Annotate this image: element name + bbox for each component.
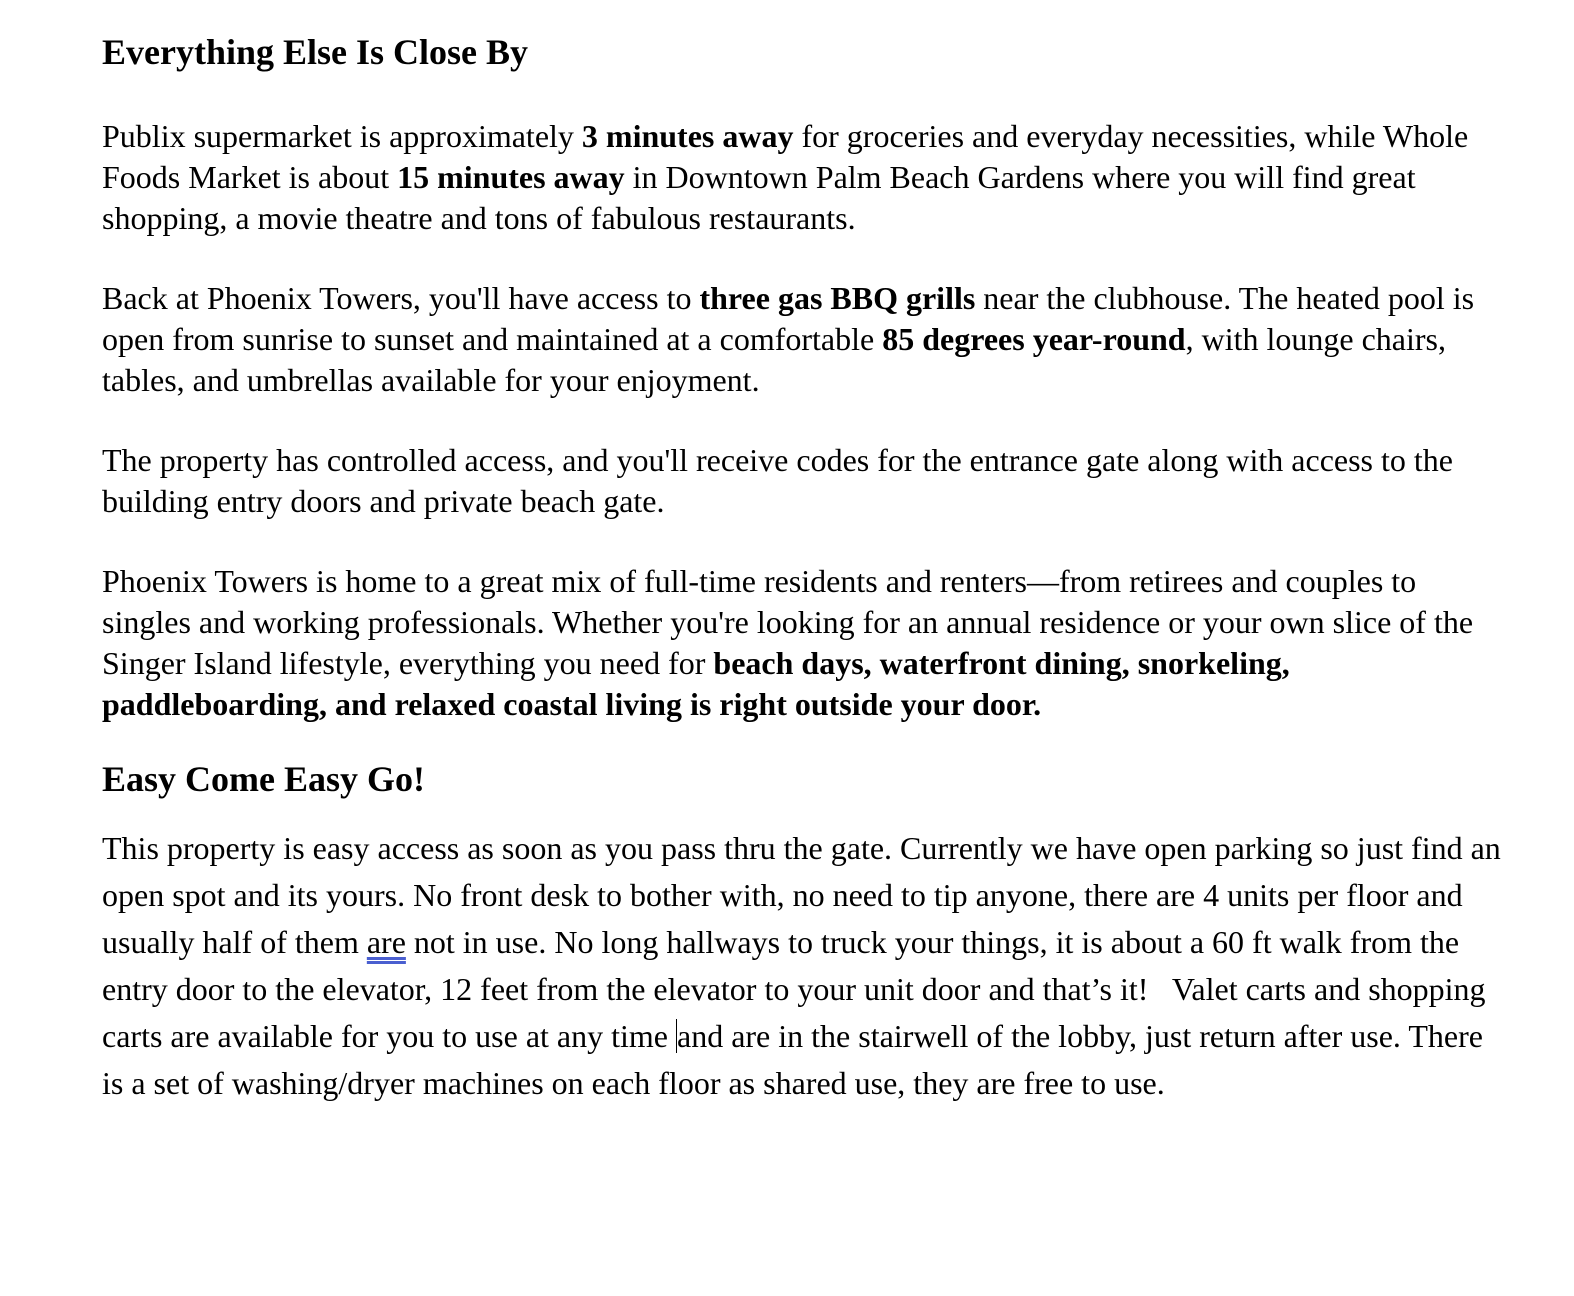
text-run: The property has controlled access, and you'll receive codes for the entrance gate along with access to the building entry doors and private beach gate. [102, 442, 1453, 519]
text-run: Publix supermarket is approximately [102, 118, 582, 154]
paragraph-community [102, 561, 1502, 725]
text-run: , with lounge chairs, tables, and umbrellas available for your enjoyment. [102, 321, 1446, 398]
bold-run: 15 minutes away [397, 159, 625, 195]
text-run: near the clubhouse. The heated pool is open from sunrise to sunset and maintained at a comfortable [102, 280, 1475, 357]
bold-run: 85 degrees year-round [882, 321, 1186, 357]
document-body[interactable] [102, 28, 1502, 1107]
paragraph-shopping [102, 116, 1502, 239]
paragraph-easy-access [102, 825, 1502, 1107]
text-run: not in use. No long hallways to truck your things, it is about a 60 ft walk from the entry door to the elevator, 12 feet from the elevator to your unit door and that’s it! Valet carts and shopping carts are available for you to use at any time [102, 924, 1486, 1054]
text-run: Back at Phoenix Towers, you'll have access to [102, 280, 700, 316]
text-run: This property is easy access as soon as you pass thru the gate. Currently we have open parking so just find an open spot and its yours. No front desk to bother with, no need to tip anyone, there are 4 units per floor and usually half of them [102, 830, 1501, 960]
paragraph-amenities [102, 278, 1502, 401]
text-run: for groceries and everyday necessities, while Whole Foods Market is about [102, 118, 1469, 195]
text-run: in Downtown Palm Beach Gardens where you will find great shopping, a movie theatre and tons of fabulous restaurants. [102, 159, 1416, 236]
bold-run: three gas BBQ grills [699, 280, 976, 316]
paragraph-access [102, 440, 1502, 522]
bold-run: 3 minutes away [581, 118, 794, 154]
text-run: Phoenix Towers is home to a great mix of full-time residents and renters—from retirees and couples to singles and working professionals. Whether you're looking for an annual residence or your own slice of the Singer Island lifestyle, everything you need for [102, 563, 1474, 681]
section-heading-easy-come: Easy Come Easy Go! [102, 759, 425, 799]
section-heading-close-by: Everything Else Is Close By [102, 32, 529, 72]
text-run: and are in the stairwell of the lobby, just return after use. There is a set of washing/dryer machines on each floor as shared use, they are free to use. [102, 1018, 1483, 1101]
bold-run: beach days, waterfront dining, snorkeling, paddleboarding, and relaxed coastal living is right outside your door. [102, 645, 1290, 722]
grammar-flagged-word[interactable]: are [366, 924, 406, 960]
